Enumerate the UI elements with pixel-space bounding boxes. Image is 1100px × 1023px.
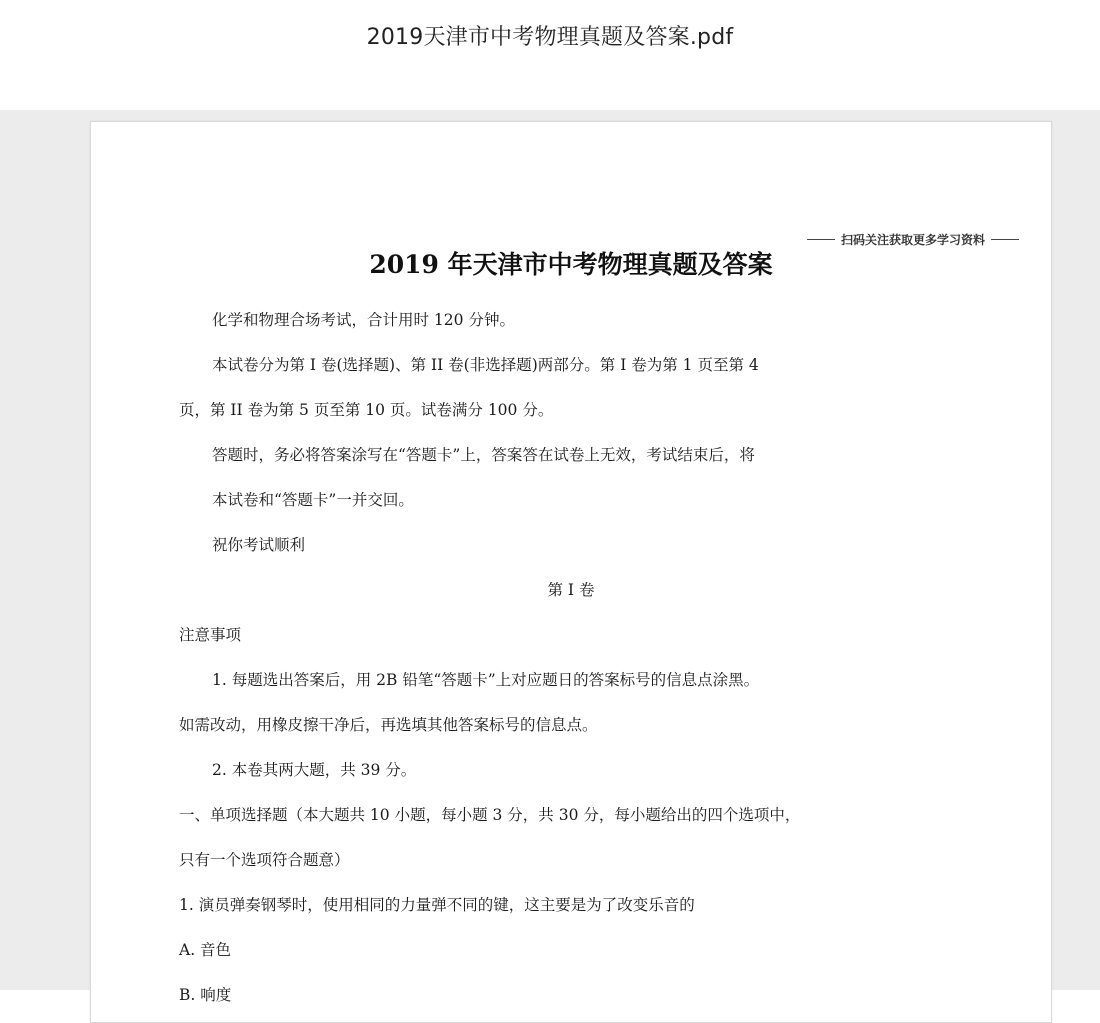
text-line: 页，第 II 卷为第 5 页至第 10 页。试卷满分 100 分。 — [179, 401, 554, 419]
pdf-viewer[interactable] — [0, 110, 1100, 1004]
answer-option: B. 响度 — [179, 986, 232, 1004]
text-line: 1. 每题选出答案后，用 2B 铅笔“答题卡”上对应题日的答案标号的信息点涂黑。 — [212, 671, 760, 689]
text-line: 祝你考试顺利 — [212, 536, 306, 554]
text-line: 答题时，务必将答案涂写在“答题卡”上，答案答在试卷上无效，考试结束后，将 — [212, 446, 755, 464]
text-line: 注意事项 — [179, 626, 242, 644]
watermark-text: 扫码关注获取更多学习资料 — [840, 233, 985, 247]
text-line: 2. 本卷其两大题，共 39 分。 — [212, 761, 417, 779]
text-line: 一、单项选择题（本大题共 10 小题，每小题 3 分，共 30 分，每小题给出的四个选项中， — [179, 806, 801, 824]
watermark-line-right — [991, 239, 1019, 240]
answer-option: A. 音色 — [179, 941, 232, 959]
pdf-page — [90, 121, 1052, 1023]
watermark-line-left — [807, 239, 835, 240]
text-line: 只有一个选项符合题意） — [179, 851, 350, 869]
title-bar — [0, 0, 1100, 110]
text-line: 本试卷和“答题卡”一并交回。 — [212, 491, 414, 509]
text-line: 如需改动，用橡皮擦干净后，再选填其他答案标号的信息点。 — [179, 716, 598, 734]
text-line: 本试卷分为第 I 卷(选择题)、第 II 卷(非选择题)两部分。第 I 卷为第 1 页至第 4 — [212, 356, 759, 374]
paper-title: 2019 年天津市中考物理真题及答案 — [369, 250, 773, 279]
document-title: 2019天津市中考物理真题及答案.pdf — [366, 25, 734, 50]
text-line: 化学和物理合场考试，合计用时 120 分钟。 — [212, 311, 515, 329]
section-heading: 第 I 卷 — [547, 581, 595, 599]
question-text: 1. 演员弹奏钢琴时，使用相同的力量弹不同的键，这主要是为了改变乐音的 — [179, 896, 695, 914]
